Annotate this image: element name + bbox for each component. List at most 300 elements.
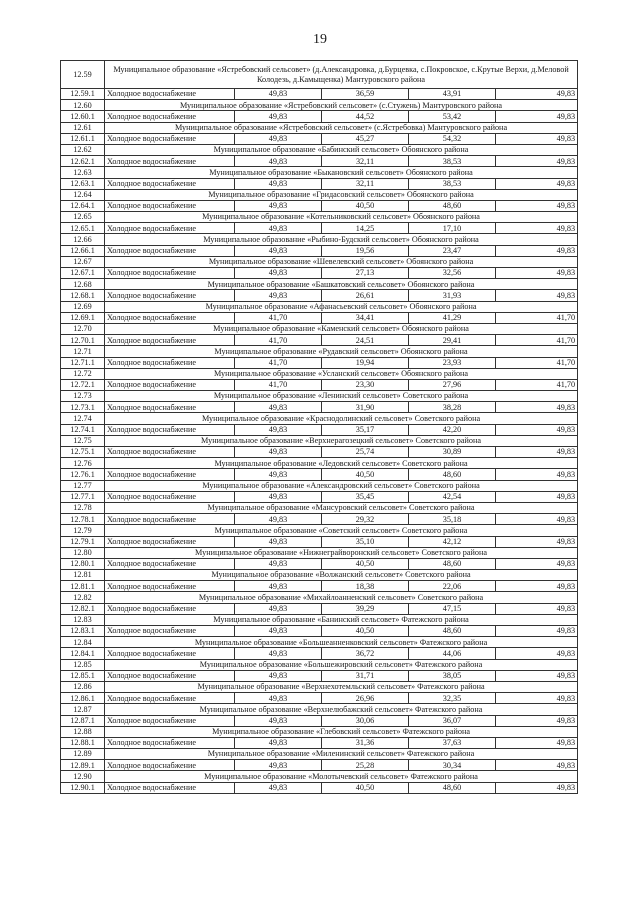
municipality-name: Муниципальное образование «Усланский сельсовет» Обоянского района <box>105 368 578 379</box>
tariff-value-3: 23,93 <box>409 357 496 368</box>
service-row <box>61 89 578 100</box>
municipality-name: Муниципальное образование «Волжанский сельсовет» Советского района <box>105 570 578 581</box>
municipality-row <box>61 323 578 334</box>
tariff-value-2: 39,29 <box>322 603 409 614</box>
service-name: Холодное водоснабжение <box>105 268 235 279</box>
service-name: Холодное водоснабжение <box>105 558 235 569</box>
tariff-value-1: 49,83 <box>235 693 322 704</box>
municipality-row <box>61 100 578 111</box>
tariff-value-3: 48,60 <box>409 626 496 637</box>
tariff-value-4: 49,83 <box>496 178 578 189</box>
service-row <box>61 223 578 234</box>
tariff-value-4: 49,83 <box>496 760 578 771</box>
row-number: 12.82.1 <box>61 603 105 614</box>
tariff-value-3: 42,20 <box>409 424 496 435</box>
service-name: Холодное водоснабжение <box>105 603 235 614</box>
row-number: 12.68 <box>61 279 105 290</box>
municipality-row <box>61 637 578 648</box>
tariff-value-4: 49,83 <box>496 290 578 301</box>
row-number: 12.84.1 <box>61 648 105 659</box>
service-row <box>61 693 578 704</box>
service-name: Холодное водоснабжение <box>105 402 235 413</box>
municipality-row <box>61 502 578 513</box>
tariff-value-3: 37,63 <box>409 737 496 748</box>
tariff-value-4: 49,83 <box>496 693 578 704</box>
municipality-name: Муниципальное образование «Большежировский сельсовет» Фатежского района <box>105 659 578 670</box>
tariff-value-3: 54,32 <box>409 133 496 144</box>
service-name: Холодное водоснабжение <box>105 245 235 256</box>
tariff-value-2: 45,27 <box>322 133 409 144</box>
row-number: 12.70 <box>61 323 105 334</box>
tariff-value-3: 17,10 <box>409 223 496 234</box>
row-number: 12.72 <box>61 368 105 379</box>
row-number: 12.88.1 <box>61 737 105 748</box>
row-number: 12.85 <box>61 659 105 670</box>
municipality-row <box>61 279 578 290</box>
service-name: Холодное водоснабжение <box>105 469 235 480</box>
row-number: 12.83.1 <box>61 626 105 637</box>
tariff-value-2: 25,74 <box>322 447 409 458</box>
tariff-value-2: 31,36 <box>322 737 409 748</box>
service-row <box>61 670 578 681</box>
row-number: 12.82 <box>61 592 105 603</box>
municipality-name: Муниципальное образование «Ястребовский сельсовет» (с.Ястребовка) Мантуровского района <box>105 122 578 133</box>
tariff-value-1: 49,83 <box>235 402 322 413</box>
row-number: 12.75 <box>61 435 105 446</box>
row-number: 12.81 <box>61 570 105 581</box>
municipality-row <box>61 592 578 603</box>
row-number: 12.69 <box>61 301 105 312</box>
service-name: Холодное водоснабжение <box>105 782 235 793</box>
tariff-value-3: 53,42 <box>409 111 496 122</box>
municipality-name: Муниципальное образование «Ястребовский сельсовет» (с.Стужень) Мантуровского района <box>105 100 578 111</box>
service-name: Холодное водоснабжение <box>105 715 235 726</box>
tariff-value-2: 27,13 <box>322 268 409 279</box>
tariff-value-4: 49,83 <box>496 670 578 681</box>
service-row <box>61 357 578 368</box>
service-name: Холодное водоснабжение <box>105 111 235 122</box>
row-number: 12.62.1 <box>61 156 105 167</box>
tariff-value-4: 49,83 <box>496 558 578 569</box>
tariff-value-3: 38,05 <box>409 670 496 681</box>
row-number: 12.66 <box>61 234 105 245</box>
row-number: 12.72.1 <box>61 379 105 390</box>
service-row <box>61 312 578 323</box>
municipality-name: Муниципальное образование «Гридасовский сельсовет» Обоянского района <box>105 189 578 200</box>
row-number: 12.89.1 <box>61 760 105 771</box>
municipality-row <box>61 368 578 379</box>
municipality-row <box>61 256 578 267</box>
municipality-name: Муниципальное образование «Молотычевский сельсовет» Фатежского района <box>105 771 578 782</box>
row-number: 12.63.1 <box>61 178 105 189</box>
tariff-value-1: 49,83 <box>235 268 322 279</box>
tariff-value-2: 32,11 <box>322 178 409 189</box>
tariff-value-4: 49,83 <box>496 89 578 100</box>
service-row <box>61 424 578 435</box>
tariff-value-2: 25,28 <box>322 760 409 771</box>
tariff-value-2: 35,17 <box>322 424 409 435</box>
tariff-value-4: 49,83 <box>496 133 578 144</box>
tariff-value-2: 36,59 <box>322 89 409 100</box>
tariff-value-2: 35,10 <box>322 536 409 547</box>
row-number: 12.76.1 <box>61 469 105 480</box>
tariff-value-3: 47,15 <box>409 603 496 614</box>
municipality-name: Муниципальное образование «Советский сельсовет» Советского района <box>105 525 578 536</box>
tariff-value-4: 49,83 <box>496 715 578 726</box>
tariff-value-1: 49,83 <box>235 536 322 547</box>
tariff-value-4: 41,70 <box>496 312 578 323</box>
tariff-value-4: 49,83 <box>496 447 578 458</box>
municipality-name: Муниципальное образование «Большеанненковский сельсовет» Фатежского района <box>105 637 578 648</box>
municipality-row <box>61 480 578 491</box>
row-number: 12.79 <box>61 525 105 536</box>
service-name: Холодное водоснабжение <box>105 693 235 704</box>
tariff-value-3: 48,60 <box>409 469 496 480</box>
municipality-name: Муниципальное образование «Нижнеграйворонский сельсовет» Советского района <box>105 547 578 558</box>
service-row <box>61 715 578 726</box>
service-row <box>61 737 578 748</box>
tariff-value-2: 14,25 <box>322 223 409 234</box>
municipality-row <box>61 144 578 155</box>
tariff-value-3: 41,29 <box>409 312 496 323</box>
row-number: 12.83 <box>61 614 105 625</box>
tariff-value-4: 49,83 <box>496 737 578 748</box>
tariff-value-3: 29,41 <box>409 335 496 346</box>
row-number: 12.77 <box>61 480 105 491</box>
tariff-value-3: 30,34 <box>409 760 496 771</box>
service-name: Холодное водоснабжение <box>105 670 235 681</box>
row-number: 12.84 <box>61 637 105 648</box>
row-number: 12.65.1 <box>61 223 105 234</box>
row-number: 12.86.1 <box>61 693 105 704</box>
tariff-value-2: 40,50 <box>322 782 409 793</box>
tariff-value-1: 49,83 <box>235 626 322 637</box>
tariff-value-2: 31,90 <box>322 402 409 413</box>
service-row <box>61 558 578 569</box>
tariff-table-body <box>61 61 578 794</box>
tariff-value-2: 19,94 <box>322 357 409 368</box>
municipality-row <box>61 525 578 536</box>
row-number: 12.89 <box>61 749 105 760</box>
tariff-value-3: 48,60 <box>409 200 496 211</box>
row-number: 12.71 <box>61 346 105 357</box>
tariff-value-4: 49,83 <box>496 648 578 659</box>
tariff-value-2: 26,96 <box>322 693 409 704</box>
service-row <box>61 514 578 525</box>
tariff-value-1: 49,83 <box>235 760 322 771</box>
tariff-value-1: 49,83 <box>235 200 322 211</box>
service-row <box>61 648 578 659</box>
row-number: 12.64 <box>61 189 105 200</box>
row-number: 12.67.1 <box>61 268 105 279</box>
service-row <box>61 133 578 144</box>
tariff-value-3: 42,54 <box>409 491 496 502</box>
municipality-name: Муниципальное образование «Ленинский сельсовет» Советского района <box>105 391 578 402</box>
row-number: 12.63 <box>61 167 105 178</box>
tariff-value-3: 31,93 <box>409 290 496 301</box>
municipality-row <box>61 122 578 133</box>
service-row <box>61 200 578 211</box>
row-number: 12.73 <box>61 391 105 402</box>
service-name: Холодное водоснабжение <box>105 491 235 502</box>
municipality-row <box>61 234 578 245</box>
service-row <box>61 603 578 614</box>
row-number: 12.80 <box>61 547 105 558</box>
municipality-name: Муниципальное образование «Ястребовский сельсовет» (д.Александровка, д.Бурцевка, с.Покровское, с.Крутые Верхи, д.Меловой Колодезь, д.Камыщенка) Мантуровского района <box>105 61 578 89</box>
row-number: 12.71.1 <box>61 357 105 368</box>
municipality-row <box>61 167 578 178</box>
service-row <box>61 402 578 413</box>
tariff-value-2: 18,38 <box>322 581 409 592</box>
municipality-name: Муниципальное образование «Александровский сельсовет» Советского района <box>105 480 578 491</box>
tariff-value-4: 41,70 <box>496 379 578 390</box>
service-name: Холодное водоснабжение <box>105 357 235 368</box>
municipality-row <box>61 212 578 223</box>
row-number: 12.75.1 <box>61 447 105 458</box>
service-name: Холодное водоснабжение <box>105 133 235 144</box>
municipality-name: Муниципальное образование «Глебовский сельсовет» Фатежского района <box>105 726 578 737</box>
tariff-value-1: 49,83 <box>235 245 322 256</box>
service-name: Холодное водоснабжение <box>105 536 235 547</box>
service-row <box>61 178 578 189</box>
municipality-row <box>61 301 578 312</box>
tariff-value-4: 49,83 <box>496 469 578 480</box>
row-number: 12.77.1 <box>61 491 105 502</box>
service-name: Холодное водоснабжение <box>105 223 235 234</box>
tariff-value-4: 49,83 <box>496 424 578 435</box>
tariff-value-2: 26,61 <box>322 290 409 301</box>
tariff-value-1: 49,83 <box>235 111 322 122</box>
row-number: 12.85.1 <box>61 670 105 681</box>
tariff-value-3: 43,91 <box>409 89 496 100</box>
municipality-row <box>61 346 578 357</box>
tariff-value-1: 49,83 <box>235 156 322 167</box>
tariff-value-1: 41,70 <box>235 335 322 346</box>
municipality-name: Муниципальное образование «Башкатовский сельсовет» Обоянского района <box>105 279 578 290</box>
service-name: Холодное водоснабжение <box>105 760 235 771</box>
service-row <box>61 469 578 480</box>
tariff-value-1: 49,83 <box>235 469 322 480</box>
service-name: Холодное водоснабжение <box>105 424 235 435</box>
tariff-value-4: 49,83 <box>496 156 578 167</box>
tariff-value-3: 44,06 <box>409 648 496 659</box>
tariff-value-1: 49,83 <box>235 558 322 569</box>
municipality-row <box>61 681 578 692</box>
row-number: 12.74 <box>61 413 105 424</box>
row-number: 12.60 <box>61 100 105 111</box>
municipality-name: Муниципальное образование «Бабинский сельсовет» Обоянского района <box>105 144 578 155</box>
tariff-value-4: 49,83 <box>496 111 578 122</box>
tariff-value-1: 49,83 <box>235 447 322 458</box>
municipality-row <box>61 771 578 782</box>
tariff-value-3: 32,56 <box>409 268 496 279</box>
municipality-name: Муниципальное образование «Краснодолинский сельсовет» Советского района <box>105 413 578 424</box>
tariff-value-2: 30,06 <box>322 715 409 726</box>
tariff-value-4: 49,83 <box>496 536 578 547</box>
service-row <box>61 536 578 547</box>
municipality-row <box>61 413 578 424</box>
tariff-value-1: 49,83 <box>235 133 322 144</box>
tariff-value-3: 48,60 <box>409 782 496 793</box>
row-number: 12.90 <box>61 771 105 782</box>
tariff-value-4: 41,70 <box>496 357 578 368</box>
tariff-value-3: 32,35 <box>409 693 496 704</box>
service-row <box>61 335 578 346</box>
municipality-name: Муниципальное образование «Рыбино-Будский сельсовет» Обоянского района <box>105 234 578 245</box>
row-number: 12.59 <box>61 61 105 89</box>
tariff-value-1: 49,83 <box>235 737 322 748</box>
row-number: 12.88 <box>61 726 105 737</box>
row-number: 12.59.1 <box>61 89 105 100</box>
service-row <box>61 782 578 793</box>
municipality-name: Муниципальное образование «Миленинский сельсовет» Фатежского района <box>105 749 578 760</box>
municipality-row <box>61 435 578 446</box>
municipality-name: Муниципальное образование «Шевелевский сельсовет» Обоянского района <box>105 256 578 267</box>
municipality-name: Муниципальное образование «Банинский сельсовет» Фатежского района <box>105 614 578 625</box>
service-row <box>61 491 578 502</box>
tariff-value-2: 19,56 <box>322 245 409 256</box>
tariff-value-2: 23,30 <box>322 379 409 390</box>
page-number: 19 <box>313 32 327 47</box>
municipality-name: Муниципальное образование «Ледовский сельсовет» Советского района <box>105 458 578 469</box>
municipality-name: Муниципальное образование «Каменский сельсовет» Обоянского района <box>105 323 578 334</box>
tariff-value-2: 40,50 <box>322 200 409 211</box>
service-name: Холодное водоснабжение <box>105 514 235 525</box>
tariff-value-2: 24,51 <box>322 335 409 346</box>
municipality-row <box>61 749 578 760</box>
service-name: Холодное водоснабжение <box>105 290 235 301</box>
tariff-value-4: 41,70 <box>496 335 578 346</box>
tariff-value-1: 49,83 <box>235 648 322 659</box>
tariff-value-4: 49,83 <box>496 402 578 413</box>
municipality-name: Муниципальное образование «Рудавский сельсовет» Обоянского района <box>105 346 578 357</box>
municipality-row <box>61 189 578 200</box>
service-row <box>61 111 578 122</box>
row-number: 12.81.1 <box>61 581 105 592</box>
tariff-value-1: 49,83 <box>235 89 322 100</box>
municipality-name: Муниципальное образование «Мансуровский сельсовет» Советского района <box>105 502 578 513</box>
service-name: Холодное водоснабжение <box>105 312 235 323</box>
tariff-value-4: 49,83 <box>496 514 578 525</box>
municipality-row <box>61 726 578 737</box>
service-row <box>61 290 578 301</box>
service-name: Холодное водоснабжение <box>105 200 235 211</box>
municipality-row <box>61 614 578 625</box>
service-row <box>61 156 578 167</box>
row-number: 12.68.1 <box>61 290 105 301</box>
tariff-value-4: 49,83 <box>496 491 578 502</box>
tariff-value-1: 49,83 <box>235 424 322 435</box>
tariff-value-4: 49,83 <box>496 268 578 279</box>
tariff-value-4: 49,83 <box>496 626 578 637</box>
tariff-value-1: 41,70 <box>235 312 322 323</box>
service-name: Холодное водоснабжение <box>105 335 235 346</box>
row-number: 12.61 <box>61 122 105 133</box>
service-row <box>61 760 578 771</box>
tariff-value-3: 38,28 <box>409 402 496 413</box>
municipality-row <box>61 547 578 558</box>
municipality-name: Муниципальное образование «Быкановский сельсовет» Обоянского района <box>105 167 578 178</box>
row-number: 12.74.1 <box>61 424 105 435</box>
tariff-value-4: 49,83 <box>496 223 578 234</box>
tariff-value-2: 35,45 <box>322 491 409 502</box>
row-number: 12.86 <box>61 681 105 692</box>
tariff-value-1: 49,83 <box>235 223 322 234</box>
tariff-value-2: 40,50 <box>322 626 409 637</box>
tariff-value-1: 49,83 <box>235 581 322 592</box>
service-row <box>61 245 578 256</box>
tariff-value-3: 36,07 <box>409 715 496 726</box>
row-number: 12.87 <box>61 704 105 715</box>
tariff-value-2: 31,71 <box>322 670 409 681</box>
tariff-value-2: 40,50 <box>322 469 409 480</box>
row-number: 12.67 <box>61 256 105 267</box>
municipality-row <box>61 391 578 402</box>
tariff-value-2: 40,50 <box>322 558 409 569</box>
tariff-value-3: 48,60 <box>409 558 496 569</box>
service-name: Холодное водоснабжение <box>105 648 235 659</box>
tariff-value-2: 36,72 <box>322 648 409 659</box>
municipality-row <box>61 704 578 715</box>
tariff-value-1: 49,83 <box>235 782 322 793</box>
tariff-value-3: 30,89 <box>409 447 496 458</box>
municipality-name: Муниципальное образование «Верхнерагозецкий сельсовет» Советского района <box>105 435 578 446</box>
service-name: Холодное водоснабжение <box>105 737 235 748</box>
tariff-value-1: 49,83 <box>235 491 322 502</box>
service-name: Холодное водоснабжение <box>105 89 235 100</box>
row-number: 12.64.1 <box>61 200 105 211</box>
row-number: 12.73.1 <box>61 402 105 413</box>
service-name: Холодное водоснабжение <box>105 581 235 592</box>
service-row <box>61 447 578 458</box>
tariff-value-1: 49,83 <box>235 514 322 525</box>
tariff-value-4: 49,83 <box>496 245 578 256</box>
row-number: 12.87.1 <box>61 715 105 726</box>
tariff-value-1: 41,70 <box>235 379 322 390</box>
municipality-name: Муниципальное образование «Афанасьевский сельсовет» Обоянского района <box>105 301 578 312</box>
tariff-table <box>60 60 578 794</box>
tariff-value-1: 49,83 <box>235 715 322 726</box>
service-row <box>61 626 578 637</box>
municipality-row <box>61 570 578 581</box>
row-number: 12.66.1 <box>61 245 105 256</box>
service-name: Холодное водоснабжение <box>105 447 235 458</box>
service-row <box>61 268 578 279</box>
row-number: 12.78 <box>61 502 105 513</box>
row-number: 12.65 <box>61 212 105 223</box>
service-row <box>61 581 578 592</box>
tariff-value-2: 44,52 <box>322 111 409 122</box>
tariff-value-3: 22,06 <box>409 581 496 592</box>
row-number: 12.79.1 <box>61 536 105 547</box>
municipality-row <box>61 61 578 89</box>
tariff-value-1: 49,83 <box>235 290 322 301</box>
tariff-value-3: 27,96 <box>409 379 496 390</box>
tariff-value-2: 29,32 <box>322 514 409 525</box>
tariff-value-1: 49,83 <box>235 178 322 189</box>
tariff-value-4: 49,83 <box>496 603 578 614</box>
tariff-value-4: 49,83 <box>496 200 578 211</box>
row-number: 12.70.1 <box>61 335 105 346</box>
row-number: 12.90.1 <box>61 782 105 793</box>
service-name: Холодное водоснабжение <box>105 156 235 167</box>
municipality-name: Муниципальное образование «Котельниковский сельсовет» Обоянского района <box>105 212 578 223</box>
row-number: 12.80.1 <box>61 558 105 569</box>
service-name: Холодное водоснабжение <box>105 178 235 189</box>
tariff-value-3: 38,53 <box>409 178 496 189</box>
tariff-value-2: 34,41 <box>322 312 409 323</box>
service-row <box>61 379 578 390</box>
